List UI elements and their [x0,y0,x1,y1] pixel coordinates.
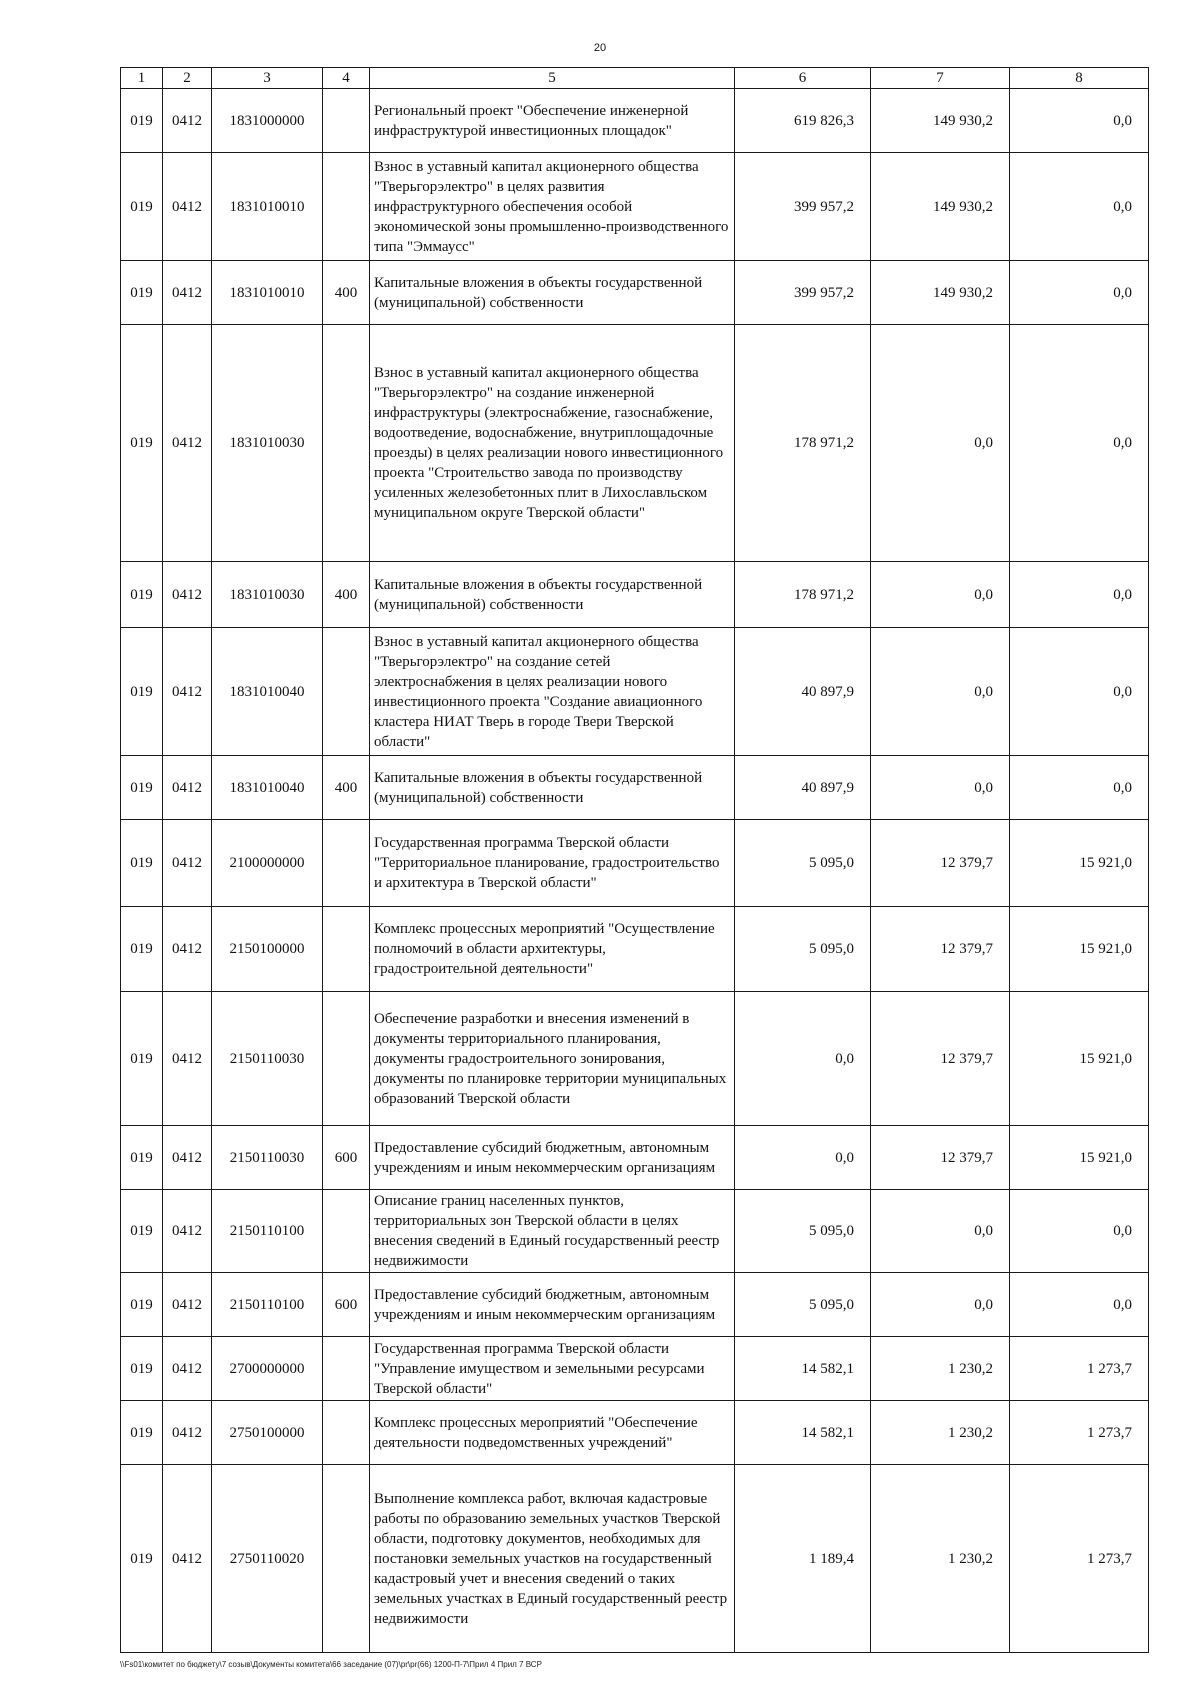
cell-expense-type [323,992,370,1126]
cell-ministry-code: 019 [121,992,163,1126]
cell-amount-col7: 1 230,2 [871,1401,1010,1465]
cell-amount-col6: 0,0 [735,1126,871,1190]
cell-amount-col6: 5 095,0 [735,907,871,992]
footer-file-path: \\Fs01\комитет по бюджету\7 созыв\Документы комитета\66 заседание (07)\pr\pr(66) 1200-П-7\Прил 4 Прил 7 ВСР [120,1660,542,1669]
cell-expense-type [323,89,370,153]
column-header: 6 [735,68,871,89]
cell-target-article: 1831010030 [212,562,323,628]
table-row [121,1401,1149,1465]
cell-amount-col7: 12 379,7 [871,1126,1010,1190]
cell-description: Капитальные вложения в объекты государственной (муниципальной) собственности [370,756,735,820]
cell-expense-type: 400 [323,562,370,628]
cell-ministry-code: 019 [121,153,163,261]
cell-ministry-code: 019 [121,628,163,756]
cell-expense-type [323,1337,370,1401]
cell-ministry-code: 019 [121,89,163,153]
cell-amount-col8: 0,0 [1010,153,1149,261]
cell-amount-col6: 14 582,1 [735,1337,871,1401]
cell-expense-type: 600 [323,1273,370,1337]
cell-amount-col7: 12 379,7 [871,820,1010,907]
cell-ministry-code: 019 [121,562,163,628]
cell-amount-col7: 1 230,2 [871,1337,1010,1401]
cell-section-code: 0412 [163,1465,212,1653]
cell-amount-col7: 0,0 [871,1190,1010,1273]
cell-target-article: 2150110030 [212,992,323,1126]
cell-target-article: 2150110100 [212,1273,323,1337]
column-header: 8 [1010,68,1149,89]
table-row [121,562,1149,628]
cell-amount-col7: 149 930,2 [871,153,1010,261]
cell-amount-col6: 5 095,0 [735,1190,871,1273]
cell-target-article: 2750110020 [212,1465,323,1653]
cell-section-code: 0412 [163,325,212,562]
cell-expense-type: 400 [323,756,370,820]
cell-amount-col7: 149 930,2 [871,89,1010,153]
cell-amount-col8: 15 921,0 [1010,820,1149,907]
cell-section-code: 0412 [163,562,212,628]
cell-amount-col6: 40 897,9 [735,628,871,756]
table-row [121,153,1149,261]
cell-amount-col6: 5 095,0 [735,1273,871,1337]
cell-expense-type [323,1190,370,1273]
cell-amount-col6: 399 957,2 [735,153,871,261]
cell-expense-type [323,1401,370,1465]
header-row [121,68,1149,89]
column-header: 1 [121,68,163,89]
table-row [121,907,1149,992]
cell-amount-col8: 0,0 [1010,89,1149,153]
table-row [121,820,1149,907]
cell-expense-type: 400 [323,261,370,325]
cell-amount-col8: 0,0 [1010,1190,1149,1273]
cell-amount-col8: 15 921,0 [1010,907,1149,992]
cell-ministry-code: 019 [121,820,163,907]
column-header: 2 [163,68,212,89]
cell-amount-col6: 399 957,2 [735,261,871,325]
table-row [121,756,1149,820]
cell-description: Комплекс процессных мероприятий "Обеспечение деятельности подведомственных учреждений" [370,1401,735,1465]
cell-amount-col8: 15 921,0 [1010,992,1149,1126]
cell-amount-col8: 0,0 [1010,1273,1149,1337]
cell-amount-col8: 0,0 [1010,325,1149,562]
cell-expense-type [323,628,370,756]
cell-target-article: 2150110030 [212,1126,323,1190]
cell-ministry-code: 019 [121,907,163,992]
cell-ministry-code: 019 [121,261,163,325]
cell-amount-col6: 14 582,1 [735,1401,871,1465]
cell-section-code: 0412 [163,1190,212,1273]
cell-amount-col8: 0,0 [1010,628,1149,756]
cell-section-code: 0412 [163,1401,212,1465]
cell-description: Взнос в уставный капитал акционерного общества "Тверьгорэлектро" в целях развития инфраструктурного обеспечения особой экономической зоны промышленно-производственного типа "Эммаусс" [370,153,735,261]
cell-description: Предоставление субсидий бюджетным, автономным учреждениям и иным некоммерческим организациям [370,1273,735,1337]
cell-amount-col6: 40 897,9 [735,756,871,820]
cell-amount-col6: 178 971,2 [735,325,871,562]
table-row [121,992,1149,1126]
table-row [121,1126,1149,1190]
cell-target-article: 1831010010 [212,261,323,325]
column-header: 5 [370,68,735,89]
cell-expense-type [323,820,370,907]
cell-target-article: 2700000000 [212,1337,323,1401]
cell-target-article: 1831010040 [212,756,323,820]
cell-ministry-code: 019 [121,1273,163,1337]
cell-description: Обеспечение разработки и внесения изменений в документы территориального планирования, документы градостроительного зонирования, документы по планировке территории муниципальных образований Тверской области [370,992,735,1126]
cell-amount-col8: 0,0 [1010,562,1149,628]
cell-section-code: 0412 [163,907,212,992]
cell-amount-col7: 0,0 [871,1273,1010,1337]
table-row [121,1465,1149,1653]
cell-amount-col8: 15 921,0 [1010,1126,1149,1190]
cell-amount-col7: 12 379,7 [871,992,1010,1126]
cell-amount-col7: 0,0 [871,325,1010,562]
table-row [121,325,1149,562]
cell-section-code: 0412 [163,153,212,261]
cell-ministry-code: 019 [121,1190,163,1273]
column-header: 4 [323,68,370,89]
cell-section-code: 0412 [163,628,212,756]
cell-section-code: 0412 [163,261,212,325]
cell-section-code: 0412 [163,1337,212,1401]
cell-amount-col7: 1 230,2 [871,1465,1010,1653]
cell-ministry-code: 019 [121,1401,163,1465]
cell-description: Государственная программа Тверской области "Управление имуществом и земельными ресурсами Тверской области" [370,1337,735,1401]
cell-expense-type [323,153,370,261]
table-row [121,261,1149,325]
column-header: 7 [871,68,1010,89]
cell-amount-col6: 1 189,4 [735,1465,871,1653]
cell-expense-type [323,907,370,992]
cell-description: Государственная программа Тверской области "Территориальное планирование, градостроительство и архитектура в Тверской области" [370,820,735,907]
cell-amount-col6: 619 826,3 [735,89,871,153]
cell-target-article: 2750100000 [212,1401,323,1465]
cell-amount-col7: 0,0 [871,756,1010,820]
cell-expense-type: 600 [323,1126,370,1190]
cell-amount-col8: 0,0 [1010,261,1149,325]
cell-section-code: 0412 [163,756,212,820]
cell-description: Капитальные вложения в объекты государственной (муниципальной) собственности [370,562,735,628]
page-number: 20 [593,42,607,54]
cell-description: Взнос в уставный капитал акционерного общества "Тверьгорэлектро" на создание сетей электроснабжения в целях реализации нового инвестиционного проекта "Создание авиационного кластера НИАТ Тверь в городе Твери Тверской области" [370,628,735,756]
cell-description: Выполнение комплекса работ, включая кадастровые работы по образованию земельных участков Тверской области, подготовку документов, необходимых для постановки земельных участков на государственный кадастровый учет и внесения сведений о таких земельных участках в Единый государственный реестр недвижимости [370,1465,735,1653]
cell-expense-type [323,325,370,562]
table-row [121,1337,1149,1401]
cell-expense-type [323,1465,370,1653]
cell-ministry-code: 019 [121,325,163,562]
cell-description: Описание границ населенных пунктов, территориальных зон Тверской области в целях внесения сведений в Единый государственный реестр недвижимости [370,1190,735,1273]
cell-amount-col6: 0,0 [735,992,871,1126]
cell-section-code: 0412 [163,992,212,1126]
cell-amount-col6: 178 971,2 [735,562,871,628]
cell-ministry-code: 019 [121,1126,163,1190]
table-row [121,628,1149,756]
cell-description: Предоставление субсидий бюджетным, автономным учреждениям и иным некоммерческим организациям [370,1126,735,1190]
cell-amount-col8: 1 273,7 [1010,1337,1149,1401]
cell-description: Региональный проект "Обеспечение инженерной инфраструктурой инвестиционных площадок" [370,89,735,153]
table-row [121,1190,1149,1273]
table-row [121,1273,1149,1337]
cell-target-article: 2100000000 [212,820,323,907]
cell-amount-col7: 12 379,7 [871,907,1010,992]
cell-description: Комплекс процессных мероприятий "Осуществление полномочий в области архитектуры, градостроительной деятельности" [370,907,735,992]
cell-amount-col7: 0,0 [871,562,1010,628]
cell-section-code: 0412 [163,1273,212,1337]
cell-ministry-code: 019 [121,756,163,820]
cell-ministry-code: 019 [121,1465,163,1653]
cell-section-code: 0412 [163,89,212,153]
cell-target-article: 1831010010 [212,153,323,261]
table-row [121,89,1149,153]
cell-target-article: 1831010030 [212,325,323,562]
cell-amount-col8: 0,0 [1010,756,1149,820]
cell-amount-col8: 1 273,7 [1010,1401,1149,1465]
cell-amount-col6: 5 095,0 [735,820,871,907]
cell-amount-col8: 1 273,7 [1010,1465,1149,1653]
cell-amount-col7: 0,0 [871,628,1010,756]
cell-amount-col7: 149 930,2 [871,261,1010,325]
cell-target-article: 1831000000 [212,89,323,153]
cell-section-code: 0412 [163,820,212,907]
column-header: 3 [212,68,323,89]
cell-ministry-code: 019 [121,1337,163,1401]
cell-section-code: 0412 [163,1126,212,1190]
cell-description: Взнос в уставный капитал акционерного общества "Тверьгорэлектро" на создание инженерной инфраструктуры (электроснабжение, газоснабжение, водоотведение, водоснабжение, внутриплощадочные проезды) в целях реализации нового инвестиционного проекта "Строительство завода по производству усиленных железобетонных плит в Лихославльском муниципальном округе Тверской области" [370,325,735,562]
budget-table [120,67,1149,1653]
cell-target-article: 2150100000 [212,907,323,992]
cell-target-article: 1831010040 [212,628,323,756]
cell-target-article: 2150110100 [212,1190,323,1273]
cell-description: Капитальные вложения в объекты государственной (муниципальной) собственности [370,261,735,325]
